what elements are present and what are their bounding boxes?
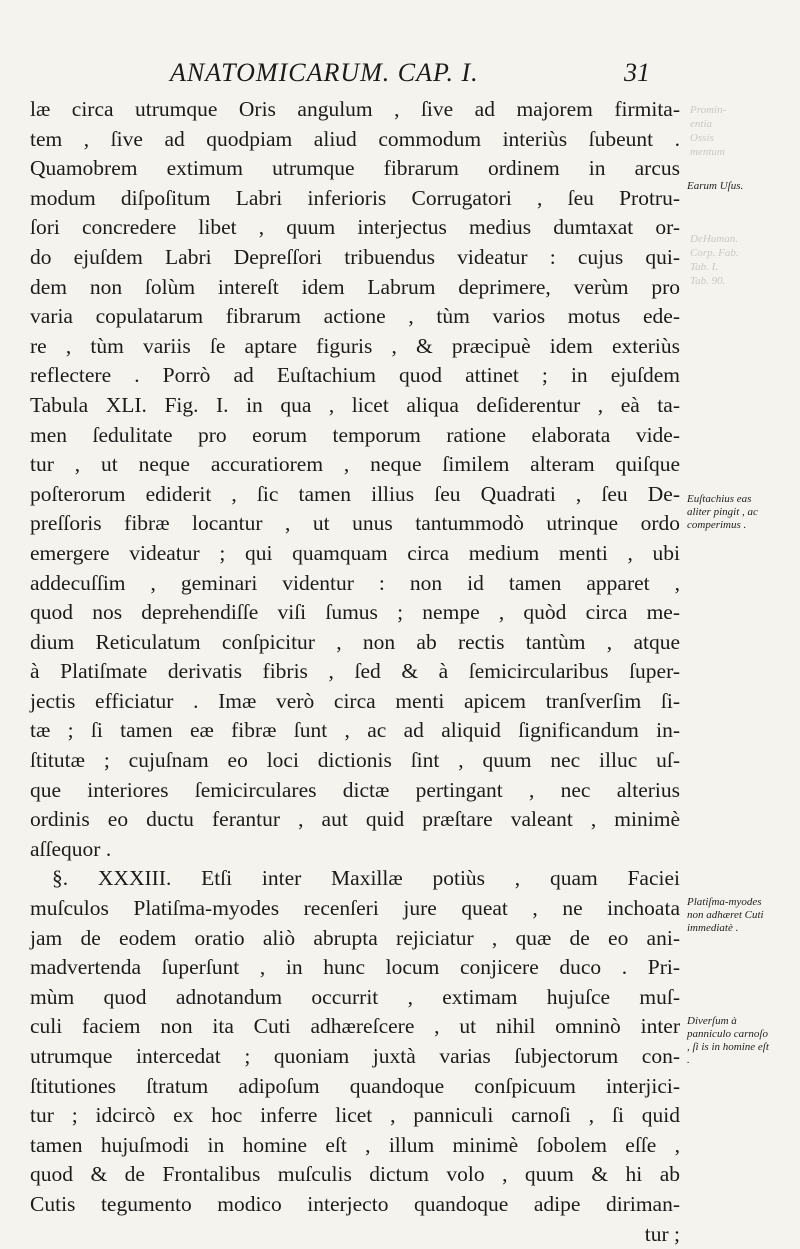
margin-note: Diverſum à panniculo carnoſo , ſi is in homine eſt . bbox=[687, 1015, 769, 1066]
text-line: dium Reticulatum conſpicitur , non ab rectis tantùm , atque bbox=[30, 629, 680, 654]
text-line: emergere videatur ; qui quamquam circa medium menti , ubi bbox=[30, 540, 680, 565]
text-line: tur ; idcircò ex hoc inferre licet , panniculi carnoſi , ſi quid bbox=[30, 1103, 680, 1128]
text-line: aſſequor . bbox=[30, 836, 112, 861]
show-through-text: DeHuman. Corp. Fab. Tab. I. Tab. 90. bbox=[690, 233, 739, 287]
text-line: ſtitutæ ; cujuſnam eo loci dictionis ſint , quum nec illuc uſ- bbox=[30, 748, 680, 773]
text-line: culi faciem non ita Cuti adhæreſcere , ut nihil omninò inter bbox=[30, 1014, 680, 1039]
page-number: 31 bbox=[624, 58, 650, 87]
text-line: Quamobrem extimum utrumque fibrarum ordinem in arcus bbox=[30, 156, 680, 181]
text-line: Tabula XLI. Fig. I. in qua , licet aliqua deſiderentur , eà ta- bbox=[30, 392, 680, 417]
text-line: que interiores ſemicirculares dictæ pertingant , nec alterius bbox=[30, 777, 680, 802]
text-line: mùm quod adnotandum occurrit , extimam hujuſce muſ- bbox=[30, 984, 680, 1009]
text-line: jam de eodem oratio aliò abrupta rejiciatur , quæ de eo ani- bbox=[30, 925, 680, 950]
running-header bbox=[170, 58, 650, 94]
text-line: reflectere . Porrò ad Euſtachium quod attinet ; in ejuſdem bbox=[30, 363, 680, 388]
running-title: ANATOMICARUM. CAP. I. bbox=[170, 58, 479, 87]
catchword-line: tur ; bbox=[644, 1221, 680, 1246]
margin-note: Platiſma-myodes non adhæret Cuti immediatè . bbox=[687, 896, 764, 934]
text-line: poſterorum ediderit , ſic tamen illius ſeu Quadrati , ſeu De- bbox=[30, 481, 680, 506]
text-line: à Platiſmate derivatis fibris , ſed & à ſemicircularibus ſuper- bbox=[30, 659, 680, 684]
text-line: do ejuſdem Labri Depreſſori tribuendus videatur : cujus qui- bbox=[30, 244, 680, 269]
text-line: quod nos deprehendiſſe viſi ſumus ; nempe , quòd circa me- bbox=[30, 600, 680, 625]
text-line: tem , ſive ad quodpiam aliud commodum interiùs ſubeunt . bbox=[30, 126, 680, 151]
text-line: men ſedulitate pro eorum temporum ratione elaborata vide- bbox=[30, 422, 680, 447]
text-line: ſtitutiones ſtratum adipoſum quandoque conſpicuum interjici- bbox=[30, 1073, 680, 1098]
text-line: madvertenda ſuperſunt , in hunc locum conjicere duco . Pri- bbox=[30, 955, 680, 980]
text-line: læ circa utrumque Oris angulum , ſive ad majorem firmita- bbox=[30, 97, 680, 121]
text-line: tamen hujuſmodi in homine eſt , illum minimè ſobolem eſſe , bbox=[30, 1132, 680, 1157]
text-line: dem non ſolùm intereſt idem Labrum deprimere, verùm pro bbox=[30, 274, 680, 299]
text-line: utrumque intercedat ; quoniam juxtà varias ſubjectorum con- bbox=[30, 1044, 680, 1068]
text-line: addecuſſim , geminari videntur : non id tamen apparet , bbox=[30, 570, 680, 595]
text-line: Cutis tegumento modico interjecto quandoque adipe diriman- bbox=[30, 1191, 680, 1216]
section-heading-line: §. XXXIII. Etſi inter Maxillæ potiùs , quam Faciei bbox=[52, 866, 680, 891]
text-line: preſſoris fibræ locantur , ut unus tantummodò utrinque ordo bbox=[30, 511, 680, 536]
text-line: jectis efficiatur . Imæ verò circa menti apicem tranſverſim ſi- bbox=[30, 688, 680, 713]
text-line: muſculos Platiſma-myodes recenſeri jure queat , ne inchoata bbox=[30, 896, 680, 921]
margin-note: Earum Uſus. bbox=[687, 180, 744, 192]
text-line: modum diſpoſitum Labri inferioris Corrugatori , ſeu Protru- bbox=[30, 185, 680, 210]
margin-note: Euſtachius eas aliter pingit , ac comperimus . bbox=[687, 493, 758, 531]
body-text bbox=[30, 95, 680, 1249]
text-line: ordinis eo ductu ferantur , aut quid præſtare valeant , minimè bbox=[30, 807, 680, 832]
text-line: varia copulatarum fibrarum actione , tùm varios motus ede- bbox=[30, 304, 680, 329]
text-line: ſori concredere libet , quum interjectus medius dumtaxat or- bbox=[30, 215, 680, 240]
text-line: re , tùm variis ſe aptare figuris , & præcipuè idem exteriùs bbox=[30, 333, 680, 358]
text-line: tur , ut neque accuratiorem , neque ſimilem alteram quiſque bbox=[30, 452, 680, 477]
text-line: tæ ; ſi tamen eæ fibræ ſunt , ac ad aliquid ſignificandum in- bbox=[30, 718, 680, 743]
text-line: quod & de Frontalibus muſculis dictum volo , quum & hi ab bbox=[30, 1162, 680, 1187]
show-through-text: Promin- entia Ossis mentum bbox=[690, 104, 727, 158]
